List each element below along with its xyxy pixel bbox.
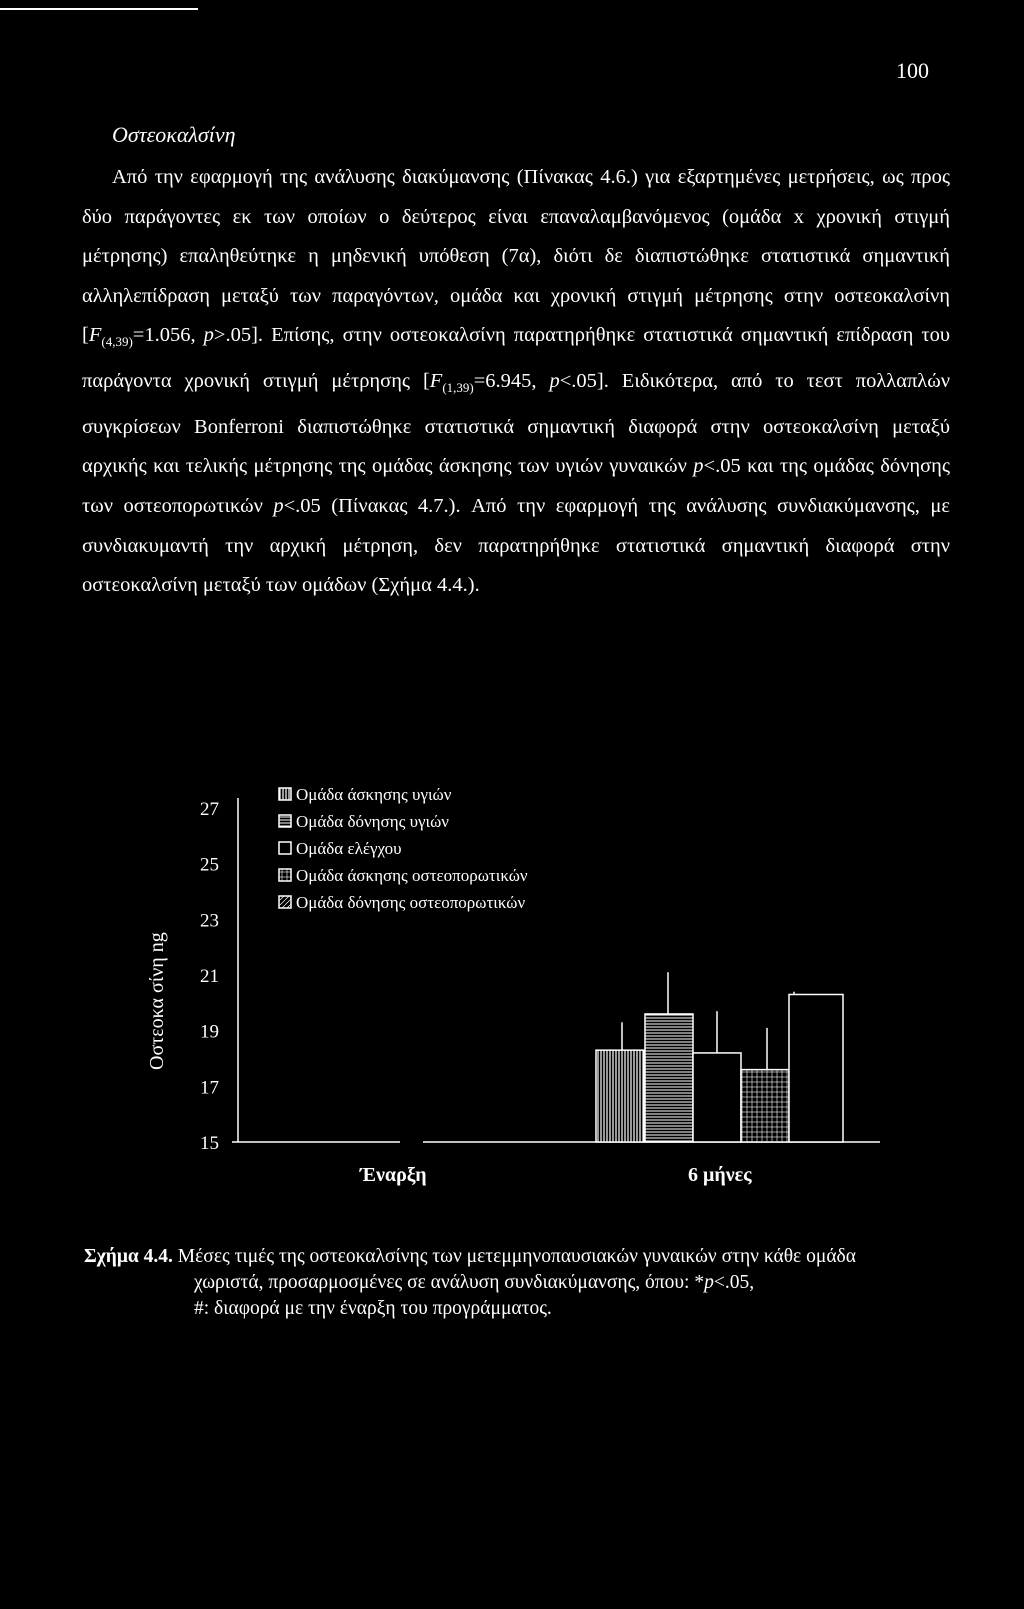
y-tick-label: 17 (200, 1077, 219, 1099)
y-tick-label: 21 (200, 966, 219, 987)
bar (596, 1050, 644, 1142)
y-tick-label: 15 (200, 1133, 219, 1154)
bar-series (596, 972, 843, 1142)
caption-star: * (694, 1272, 705, 1293)
legend (279, 785, 528, 912)
text-run: <.05 και της ομάδας δόνησης των οστεοπορωτικών (82, 455, 950, 517)
y-axis-label: Οστεοκα σίνη ng (146, 932, 168, 1070)
legend-label: Ομάδα άσκησης οστεοπορωτικών (296, 866, 528, 885)
section-heading: Οστεοκαλσίνη (112, 122, 236, 147)
caption-text: χωριστά, προσαρμοσμένες σε ανάλυση συνδιακύμανσης, όπου: (194, 1272, 695, 1293)
x-category-labels (359, 1164, 752, 1186)
text-run: =1.056, (132, 324, 204, 347)
text-run: =6.945, (473, 370, 550, 393)
f-df: (4,39) (101, 334, 133, 350)
y-tick-label: 23 (200, 910, 219, 932)
caption-line-2 (84, 1270, 960, 1296)
text-run: Από την εφαρμογή της ανάλυσης διακύμανσης (Πίνακας 4.6.) για εξαρτημένες μετρήσεις, ως προς δύο παράγοντες εκ των οποίων ο δεύτερος είναι επαναλαμβανόμενος (ομάδα x χρονική στιγμή μέτρησης) επαληθεύτηκε η μηδενική υπόθεση (7α), διότι δε διαπιστώθηκε στατιστικά σημαντική αλληλεπίδραση μεταξύ των παραγόντων, ομάδα και χρονική στιγμή μέτρησης στην οστεοκαλσίνη [ (82, 166, 950, 347)
text-run: >.05]. Επίσης, στην οστεοκαλσίνη παρατηρήθηκε στατιστικά σημαντική επίδραση του παράγοντα χρονική στιγμή μέτρησης [ (82, 324, 950, 393)
legend-swatch (279, 896, 291, 908)
y-tick-label: 19 (200, 1021, 219, 1043)
caption-label: Σχήμα 4.4. (84, 1246, 173, 1267)
p-symbol: p (704, 1272, 714, 1293)
caption-text: Μέσες τιμές της οστεοκαλσίνης των μετεμμηνοπαυσιακών γυναικών στην κάθε ομάδα (172, 1246, 856, 1267)
figure-caption (84, 1244, 960, 1322)
x-category-label: Έναρξη (360, 1164, 427, 1186)
legend-swatch (279, 788, 291, 800)
legend-label: Ομάδα δόνησης υγιών (296, 812, 449, 831)
p-symbol: p (273, 494, 284, 517)
legend-swatch (279, 869, 291, 881)
f-symbol: F (88, 324, 102, 347)
legend-label: Ομάδα άσκησης υγιών (296, 785, 452, 804)
f-df: (1,39) (442, 380, 474, 396)
caption-line-3: #: διαφορά με την έναρξη του προγράμματος. (194, 1298, 552, 1319)
y-tick-label: 25 (200, 854, 219, 876)
page-number: 100 (896, 58, 929, 83)
p-symbol: p (693, 455, 704, 478)
caption-text: <.05, (713, 1272, 755, 1293)
bar (741, 1070, 789, 1142)
bar (789, 994, 843, 1142)
legend-label: Ομάδα ελέγχου (296, 839, 402, 858)
legend-label: Ομάδα δόνησης οστεοπορωτικών (296, 893, 526, 912)
bar (693, 1053, 741, 1142)
p-symbol: p (203, 324, 214, 347)
legend-swatch (279, 815, 291, 827)
bar (645, 1014, 693, 1142)
f-symbol: F (429, 370, 443, 393)
y-tick-labels (200, 799, 219, 1154)
text-run: <.05]. Ειδικότερα, από το τεστ πολλαπλών συγκρίσεων Bonferroni διαπιστώθηκε στατιστικά σημαντική διαφορά στην οστεοκαλσίνη μεταξύ αρχικής και τελικής μέτρησης της ομάδας άσκησης των υγιών γυναικών (82, 370, 950, 478)
p-symbol: p (549, 370, 560, 393)
x-category-label: 6 μήνες (688, 1164, 752, 1186)
legend-swatch (279, 842, 291, 854)
y-tick-label: 27 (200, 799, 219, 820)
text-run: <.05 (Πίνακας 4.7.). Από την εφαρμογή της ανάλυσης συνδιακύμανσης, με συνδιακυμαντή την αρχική μέτρηση, δεν παρατηρήθηκε στατιστικά σημαντική διαφορά στην οστεοκαλσίνη μεταξύ των ομάδων (Σχήμα 4.4.). (82, 494, 950, 597)
